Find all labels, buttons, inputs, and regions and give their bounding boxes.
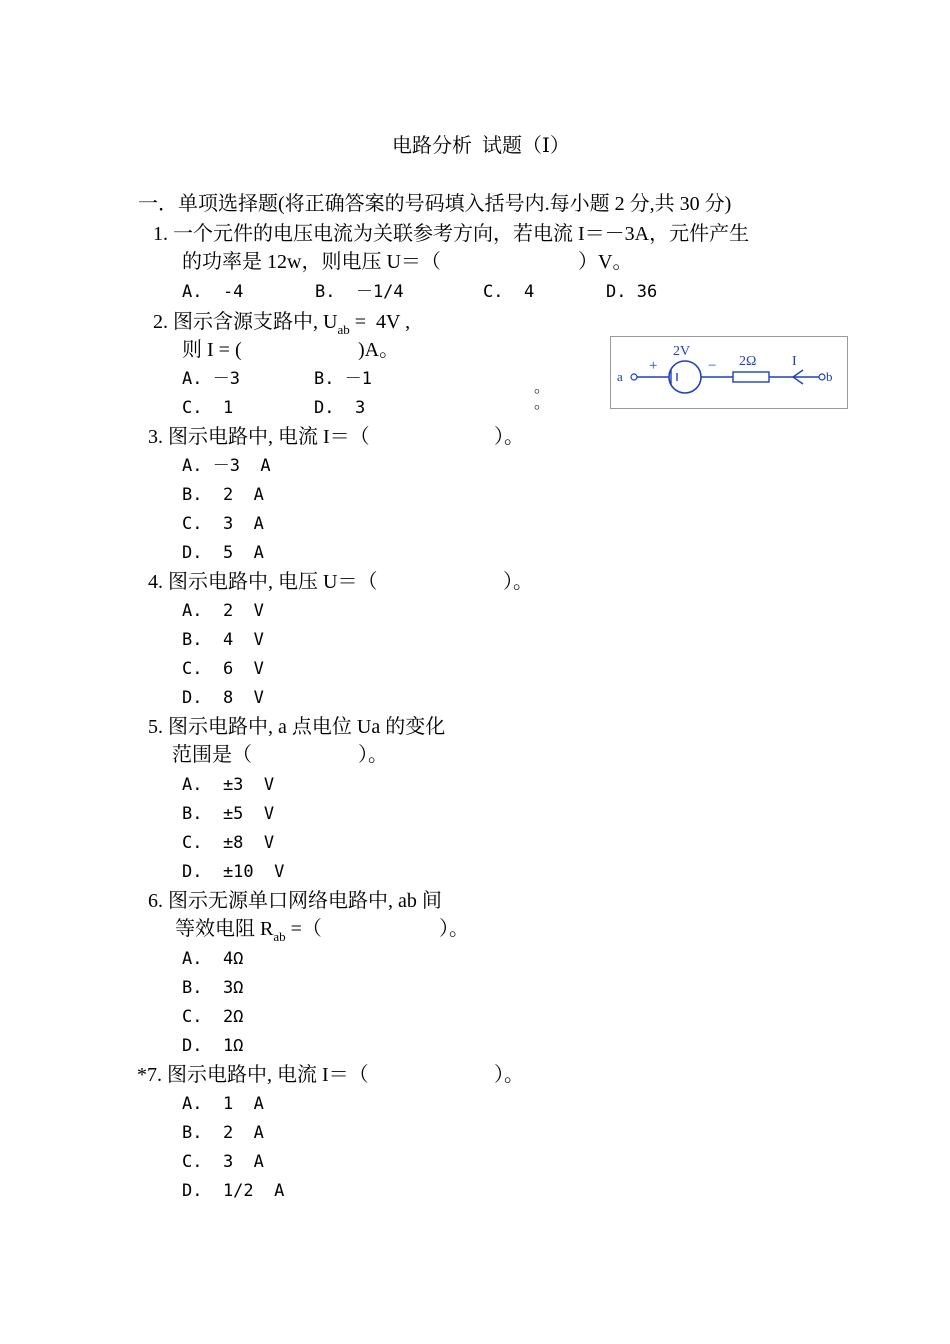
q2-dot-1: 。 bbox=[534, 379, 551, 396]
q3-option-a: A. －3 A bbox=[182, 456, 271, 476]
current-label: I bbox=[792, 354, 797, 369]
q3-line1: 3. 图示电路中, 电流 I＝（ bbox=[148, 426, 370, 448]
q5-option-b: B. ±5 V bbox=[182, 804, 275, 824]
q2-option-c: C. 1 bbox=[182, 398, 234, 418]
circuit-diagram bbox=[611, 337, 847, 408]
q7-option-b: B. 2 A bbox=[182, 1123, 264, 1143]
q2-circuit-figure bbox=[610, 336, 848, 409]
q2-option-d: D. 3 bbox=[314, 398, 366, 418]
q4-line1: 4. 图示电路中, 电压 U＝（ bbox=[148, 571, 378, 593]
q1-line2-end: ）V。 bbox=[578, 251, 633, 273]
q5-line2-end: ）。 bbox=[358, 744, 388, 766]
q1-line1: 1. 一个元件的电压电流为关联参考方向，若电流 I＝－3A，元件产生 bbox=[153, 223, 750, 245]
q3-option-d: D. 5 A bbox=[182, 543, 264, 563]
q7-option-c: C. 3 A bbox=[182, 1152, 264, 1172]
q2-option-a: A. －3 bbox=[182, 369, 240, 389]
q6-option-b: B. 3Ω bbox=[182, 978, 244, 998]
q6-line2-end: ）。 bbox=[439, 918, 469, 940]
q2-dot-2: 。 bbox=[534, 395, 551, 412]
q2-line1-pre: 2. 图示含源支路中, U bbox=[153, 311, 338, 333]
q3-option-b: B. 2 A bbox=[182, 485, 264, 505]
q5-option-d: D. ±10 V bbox=[182, 862, 285, 882]
q1-option-b: B. －1/4 bbox=[315, 282, 404, 302]
q7-option-a: A. 1 A bbox=[182, 1094, 264, 1114]
q1-option-a: A. -4 bbox=[182, 282, 244, 302]
q6-option-c: C. 2Ω bbox=[182, 1007, 244, 1027]
q7-option-d: D. 1/2 A bbox=[182, 1181, 285, 1201]
node-b-label: b bbox=[826, 369, 833, 384]
q2-line2-end: )A。 bbox=[358, 339, 400, 361]
q2-line2: 则 I = ( bbox=[182, 339, 242, 361]
source-label: 2V bbox=[673, 344, 691, 359]
q7-line1: *7. 图示电路中, 电流 I＝（ bbox=[137, 1064, 369, 1086]
q6-line1: 6. 图示无源单口网络电路中, ab 间 bbox=[148, 890, 442, 912]
q2-option-b: B. －1 bbox=[314, 369, 372, 389]
q2-line1-sub: ab bbox=[337, 322, 350, 337]
q4-line1-end: ）。 bbox=[503, 571, 533, 593]
q7-line1-end: ）。 bbox=[494, 1064, 524, 1086]
resistor bbox=[733, 372, 769, 382]
q4-option-c: C. 6 V bbox=[182, 659, 264, 679]
q6-line2-sub: ab bbox=[273, 929, 286, 944]
q5-line1: 5. 图示电路中, a 点电位 Ua 的变化 bbox=[148, 716, 446, 738]
node-a-label: a bbox=[617, 369, 623, 384]
q4-option-b: B. 4 V bbox=[182, 630, 264, 650]
q6-option-d: D. 1Ω bbox=[182, 1036, 244, 1056]
q1-option-c: C. 4 bbox=[483, 282, 535, 302]
q5-line2: 范围是（ bbox=[172, 744, 252, 766]
q6-line2 bbox=[175, 917, 322, 949]
minus-label: − bbox=[708, 358, 717, 374]
resistor-label: 2Ω bbox=[739, 354, 757, 369]
q1-option-d: D. 36 bbox=[606, 282, 658, 302]
q4-option-d: D. 8 V bbox=[182, 688, 264, 708]
q2-line1-post: = 4V , bbox=[349, 311, 411, 333]
q6-option-a: A. 4Ω bbox=[182, 949, 244, 969]
voltage-source bbox=[669, 361, 701, 393]
page-title: 电路分析 试题（Ⅰ） bbox=[392, 135, 570, 157]
q3-option-c: C. 3 A bbox=[182, 514, 264, 534]
q5-option-a: A. ±3 V bbox=[182, 775, 275, 795]
q5-option-c: C. ±8 V bbox=[182, 833, 275, 853]
q3-line1-end: ）。 bbox=[494, 426, 524, 448]
q4-option-a: A. 2 V bbox=[182, 601, 264, 621]
q6-line2-pre: 等效电阻 R bbox=[175, 918, 274, 940]
q1-line2: 的功率是 12w，则电压 U＝（ bbox=[182, 251, 441, 273]
terminal-b bbox=[819, 374, 825, 380]
plus-label: + bbox=[649, 358, 658, 374]
section-heading: 一．单项选择题(将正确答案的号码填入括号内.每小题 2 分,共 30 分) bbox=[138, 193, 732, 215]
terminal-a bbox=[631, 374, 637, 380]
q6-line2-post: =（ bbox=[285, 918, 322, 940]
